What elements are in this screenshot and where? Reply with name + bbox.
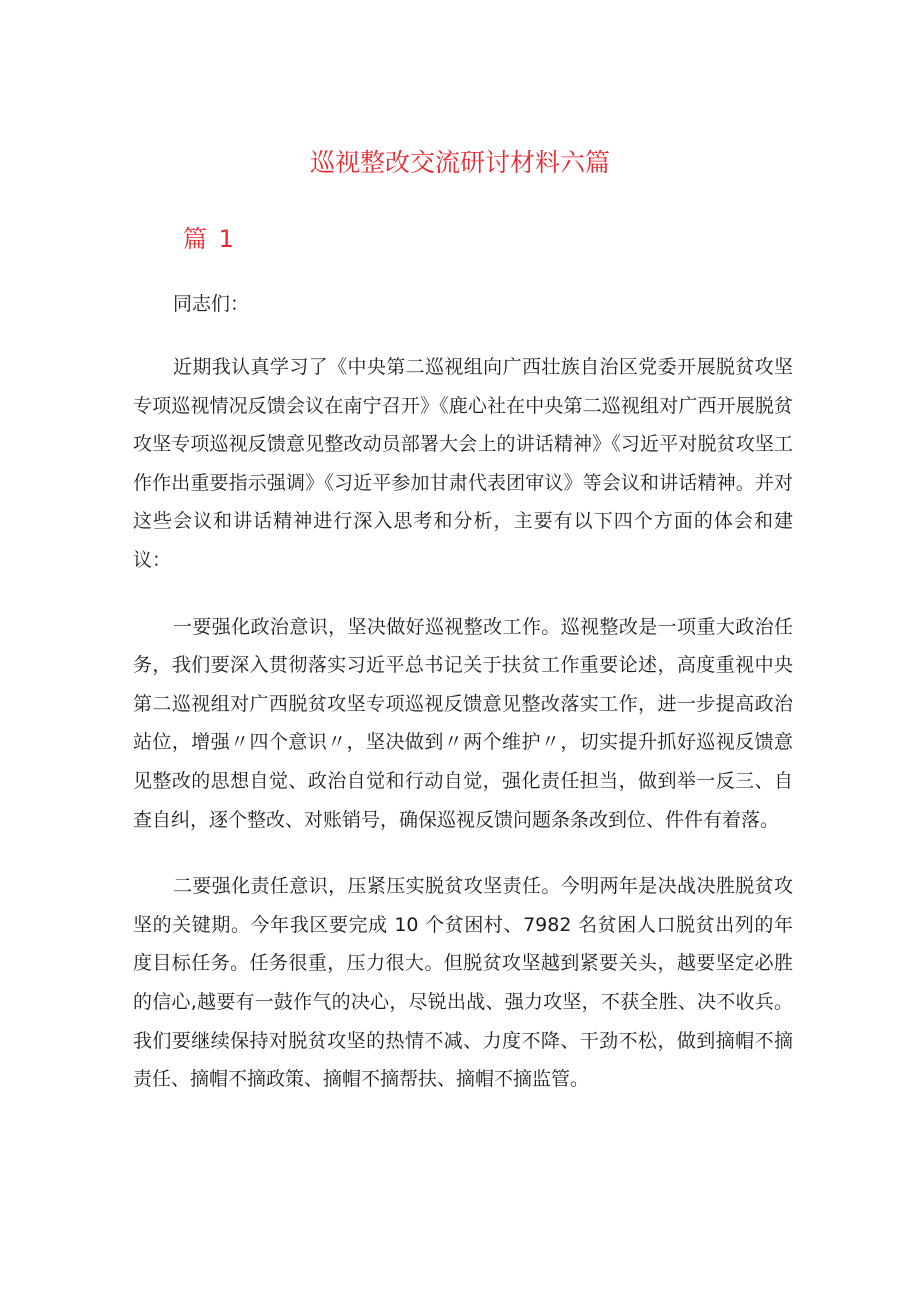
paragraph-point-2: 二要强化责任意识，压紧压实脱贫攻坚责任。今明两年是决战决胜脱贫攻坚的关键期。今年我区要完成 10 个贫困村、7982 名贫困人口脱贫出列的年度目标任务。任务很重，压力很大。但脱贫攻坚越到紧要关头，越要坚定必胜的信心,越要有一鼓作气的决心，尽锐出战、强力攻坚，不获全胜、决不收兵。我们要继续保持对脱贫攻坚的热情不减、力度不降、干劲不松，做到摘帽不摘责任、摘帽不摘政策、摘帽不摘帮扶、摘帽不摘监管。 (133, 875, 793, 1091)
paragraph-point-1: 一要强化政治意识，坚决做好巡视整改工作。巡视整改是一项重大政治任务，我们要深入贯彻落实习近平总书记关于扶贫工作重要论述，高度重视中央第二巡视组对广西脱贫攻坚专项巡视反馈意见整改落实工作，进一步提高政治站位，增强〃四个意识〃，坚决做到〃两个维护〃，切实提升抓好巡视反馈意见整改的思想自觉、政治自觉和行动自觉，强化责任担当，做到举一反三、自查自纠，逐个整改、对账销号，确保巡视反馈问题条条改到位、件件有着落。 (133, 615, 793, 831)
paragraph-intro: 近期我认真学习了《中央第二巡视组向广西壮族自治区党委开展脱贫攻坚专项巡视情况反馈会议在南宁召开》《鹿心社在中央第二巡视组对广西开展脱贫攻坚专项巡视反馈意见整改动员部署大会上的讲话精神》《习近平对脱贫攻坚工作作出重要指示强调》《习近平参加甘肃代表团审议》等会议和讲话精神。并对这些会议和讲话精神进行深入思考和分析，主要有以下四个方面的体会和建议： (133, 356, 793, 571)
salutation: 同志们： (173, 293, 250, 315)
section-heading: 篇 1 (183, 225, 236, 253)
document-title: 巡视整改交流研讨材料六篇 (309, 148, 610, 177)
document-body (133, 288, 793, 1127)
